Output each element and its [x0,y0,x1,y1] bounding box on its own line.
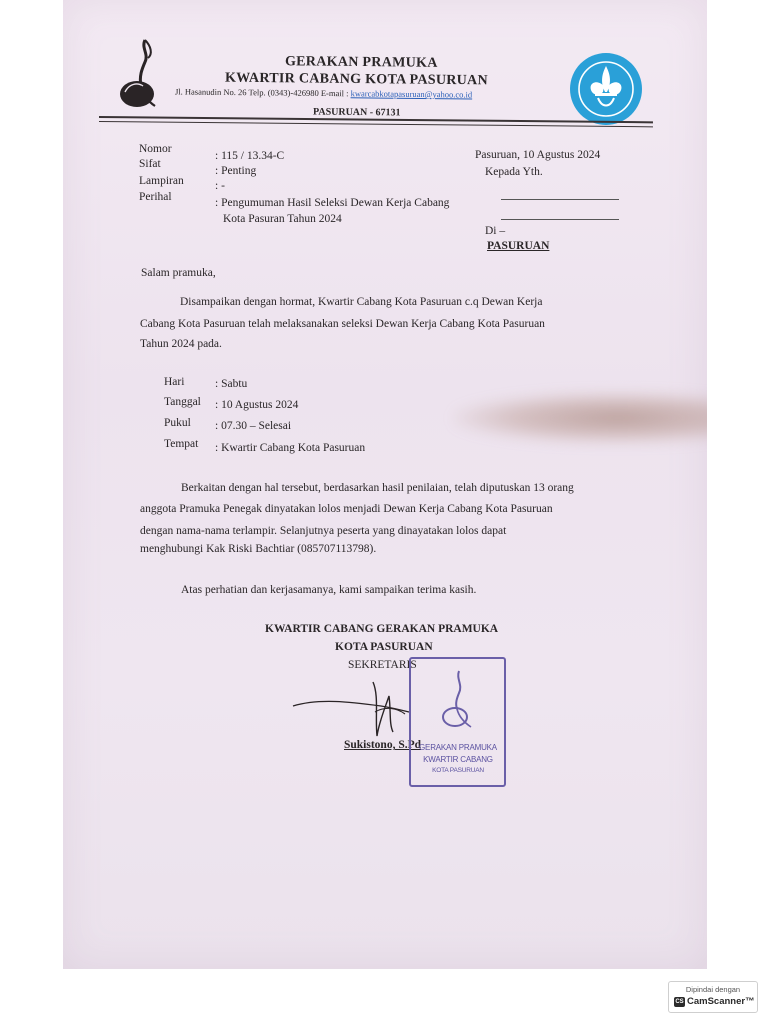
letterhead-city-zip: PASURUAN - 67131 [312,106,401,119]
paragraph-2-line-2: anggota Pramuka Penegak dinyatakan lolos menjadi Dewan Kerja Cabang Kota Pasuruan [140,503,553,515]
scout-fleur-de-lis-emblem-icon [569,52,643,126]
perihal-line-1: : Pengumuman Hasil Seleksi Dewan Kerja Cabang [215,197,450,209]
address-text: Jl. Hasanudin No. 26 Telp. (0343)-426980 E-mail : [174,86,351,99]
perihal-label: Perihal [139,191,172,203]
paragraph-2-line-3: dengan nama-nama terlampir. Selanjutnya peserta yang dinayatakan lolos dapat [140,525,507,537]
kepada-label: Kepada Yth. [485,166,543,178]
schedule-value-hari: : Sabtu [215,378,248,390]
sifat-value: : Penting [215,165,257,177]
stamp-line-2: KWARTIR CABANG [423,755,493,764]
greeting: Salam pramuka, [141,267,216,279]
camscanner-logo-icon: CS [675,999,684,1005]
camscanner-app-name: CamScanner™ [687,996,755,1007]
paragraph-1-line-3: Tahun 2024 pada. [140,338,222,350]
paragraph-1-line-2: Cabang Kota Pasuruan telah melaksanakan seleksi Dewan Kerja Cabang Kota Pasuruan [140,318,545,330]
signature-org-line-2: KOTA PASURUAN [335,641,433,653]
schedule-value-tempat: : Kwartir Cabang Kota Pasuruan [215,442,366,454]
schedule-label-hari: Hari [164,376,185,388]
lampiran-value: : - [215,180,225,192]
letterhead-address [175,86,472,99]
paragraph-1-line-1: Disampaikan dengan hormat, Kwartir Cabang Kota Pasuruan c.q Dewan Kerja [180,296,543,308]
signature-org-line-1: KWARTIR CABANG GERAKAN PRAMUKA [265,623,499,635]
paper-stain [453,392,707,444]
schedule-value-tanggal: : 10 Agustus 2024 [215,399,299,411]
lampiran-label: Lampiran [139,175,184,187]
perihal-line-2: Kota Pasuran Tahun 2024 [223,213,342,225]
camscanner-badge [668,981,758,1013]
stamp-line-3: KOTA PASURUAN [432,767,484,774]
schedule-label-tanggal: Tanggal [164,396,201,408]
schedule-label-pukul: Pukul [164,417,191,429]
signatory-name: Sukistono, S.Pd [344,739,422,751]
closing-paragraph: Atas perhatian dan kerjasamanya, kami sampaikan terima kasih. [181,584,477,596]
official-stamp [409,657,506,787]
stamp-line-1: GERAKAN PRAMUKA [419,743,497,752]
paragraph-2-line-4: menghubungi Kak Riski Bachtiar (085707113798). [140,543,377,555]
place-date: Pasuruan, 10 Agustus 2024 [475,149,601,161]
nomor-value: : 115 / 13.34-C [215,150,285,162]
nomor-label: Nomor [139,143,172,155]
recipient-city: PASURUAN [487,240,550,252]
schedule-value-pukul: : 07.30 – Selesai [215,420,292,432]
email-link[interactable]: kwarcabkotapasuruan@yahoo.co.id [350,88,473,100]
letterhead-branch: KWARTIR CABANG KOTA PASURUAN [224,70,488,89]
scanned-letter [63,0,707,969]
recipient-line-2 [501,219,619,220]
schedule-label-tempat: Tempat [164,438,199,450]
di-label: Di – [485,225,506,237]
recipient-line-1 [501,199,619,200]
camscanner-caption: Dipindai dengan [685,985,741,994]
paragraph-2-line-1: Berkaitan dengan hal tersebut, berdasarkan hasil penilaian, telah diputuskan 13 orang [181,482,574,494]
sifat-label: Sifat [139,158,161,170]
letterhead-org: GERAKAN PRAMUKA [284,54,438,71]
stamp-emblem-icon [439,667,479,733]
signature-role: SEKRETARIS [348,659,417,671]
tunas-kelapa-emblem-icon [115,36,163,114]
